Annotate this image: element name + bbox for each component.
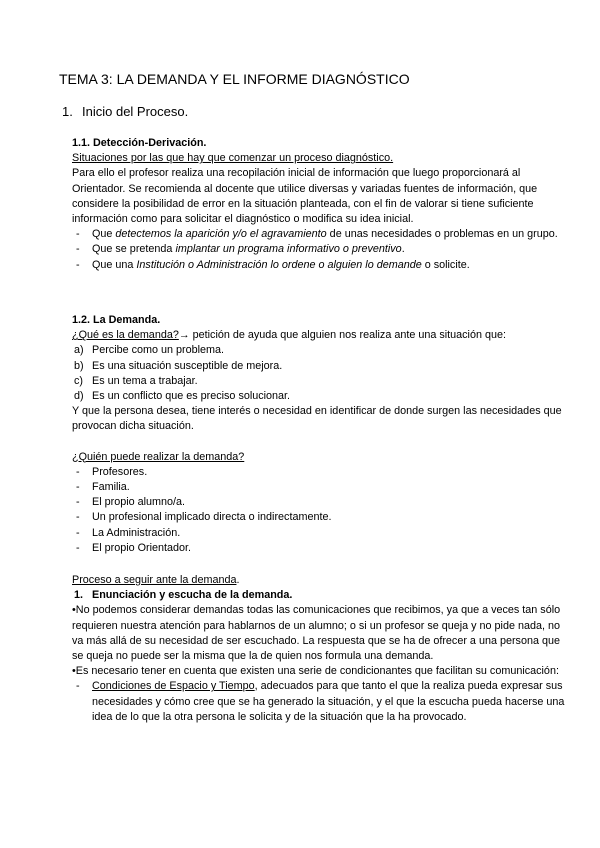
section-1-2	[72, 313, 568, 725]
list-item: - Familia.	[76, 481, 130, 494]
list-item: - Profesores.	[76, 465, 148, 478]
section-1-1	[72, 136, 568, 273]
list-item: - La Administración.	[76, 526, 181, 539]
list-item: - El propio Orientador.	[76, 541, 192, 554]
list-item: b) Es una situación susceptible de mejora.	[74, 359, 283, 372]
section-1-heading	[62, 104, 188, 119]
list-item: - Condiciones de Espacio y Tiempo, adecuados para que tanto el que la realiza pueda expresar sus necesidades y cómo cree que se ha generado la situación, y el que la escucha pueda hacerse una idea de lo que la otra persona le solicita y de la situación que la ha provocado.	[76, 680, 565, 723]
list-item: c) Es un tema a trabajar.	[74, 374, 198, 387]
step-1-heading: 1. Enunciación y escucha de la demanda.	[74, 589, 293, 602]
section-1-1-paragraph: Para ello el profesor realiza una recopilación inicial de información que luego proporcionará al Orientador. Se recomienda al docente que utilice diversas y variadas fuentes de información, que considere la posibilidad de error en la situación planteada, con el fin de valorar si tiene suficiente información como para solicitar el diagnóstico o modifica su idea inicial.	[72, 167, 538, 226]
section-1-number: 1.	[62, 104, 73, 119]
document-title: TEMA 3: LA DEMANDA Y EL INFORME DIAGNÓSTICO	[59, 71, 410, 87]
list-item: d) Es un conflicto que es preciso solucionar.	[74, 390, 291, 403]
process-title: Proceso a seguir ante la demanda.	[72, 574, 240, 587]
demand-paragraph: Y que la persona desea, tiene interés o necesidad en identificar de donde surgen las necesidades que provocan dicha situación.	[72, 405, 562, 433]
section-1-1-heading: 1.1. Detección-Derivación.	[72, 137, 207, 149]
list-item: - El propio alumno/a.	[76, 496, 186, 509]
who-question: ¿Quién puede realizar la demanda?	[72, 450, 245, 463]
demand-definition: ¿Qué es la demanda?→ petición de ayuda que alguien nos realiza ante una situación que:	[72, 329, 506, 342]
section-1-title: Inicio del Proceso.	[82, 104, 189, 119]
step-1-paragraph-1: •No podemos considerar demandas todas las comunicaciones que recibimos, ya que a veces tan sólo requieren nuestra atención para hablarnos de un alumno; o si un profesor se queja y no pide nada, no va más allá de su necesidad de ser escuchado. La respuesta que se ha de ofrecer a una persona que se queja no puede ser la misma que la de quien nos formula una demanda.	[72, 604, 561, 663]
list-item: - Un profesional implicado directa o indirectamente.	[76, 511, 332, 524]
section-1-1-subheading: Situaciones por las que hay que comenzar un proceso diagnóstico.	[72, 152, 394, 165]
list-item: - Que detectemos la aparición y/o el agravamiento de unas necesidades o problemas en un grupo.	[76, 228, 558, 241]
list-item: a) Percibe como un problema.	[74, 344, 225, 357]
list-item: - Que se pretenda implantar un programa informativo o preventivo.	[76, 243, 405, 256]
list-item: - Que una Institución o Administración lo ordene o alguien lo demande o solicite.	[76, 258, 470, 271]
step-1-paragraph-2: •Es necesario tener en cuenta que existen una serie de condicionantes que facilitan su comunicación:	[72, 665, 559, 678]
section-1-2-heading: 1.2. La Demanda.	[72, 314, 161, 326]
